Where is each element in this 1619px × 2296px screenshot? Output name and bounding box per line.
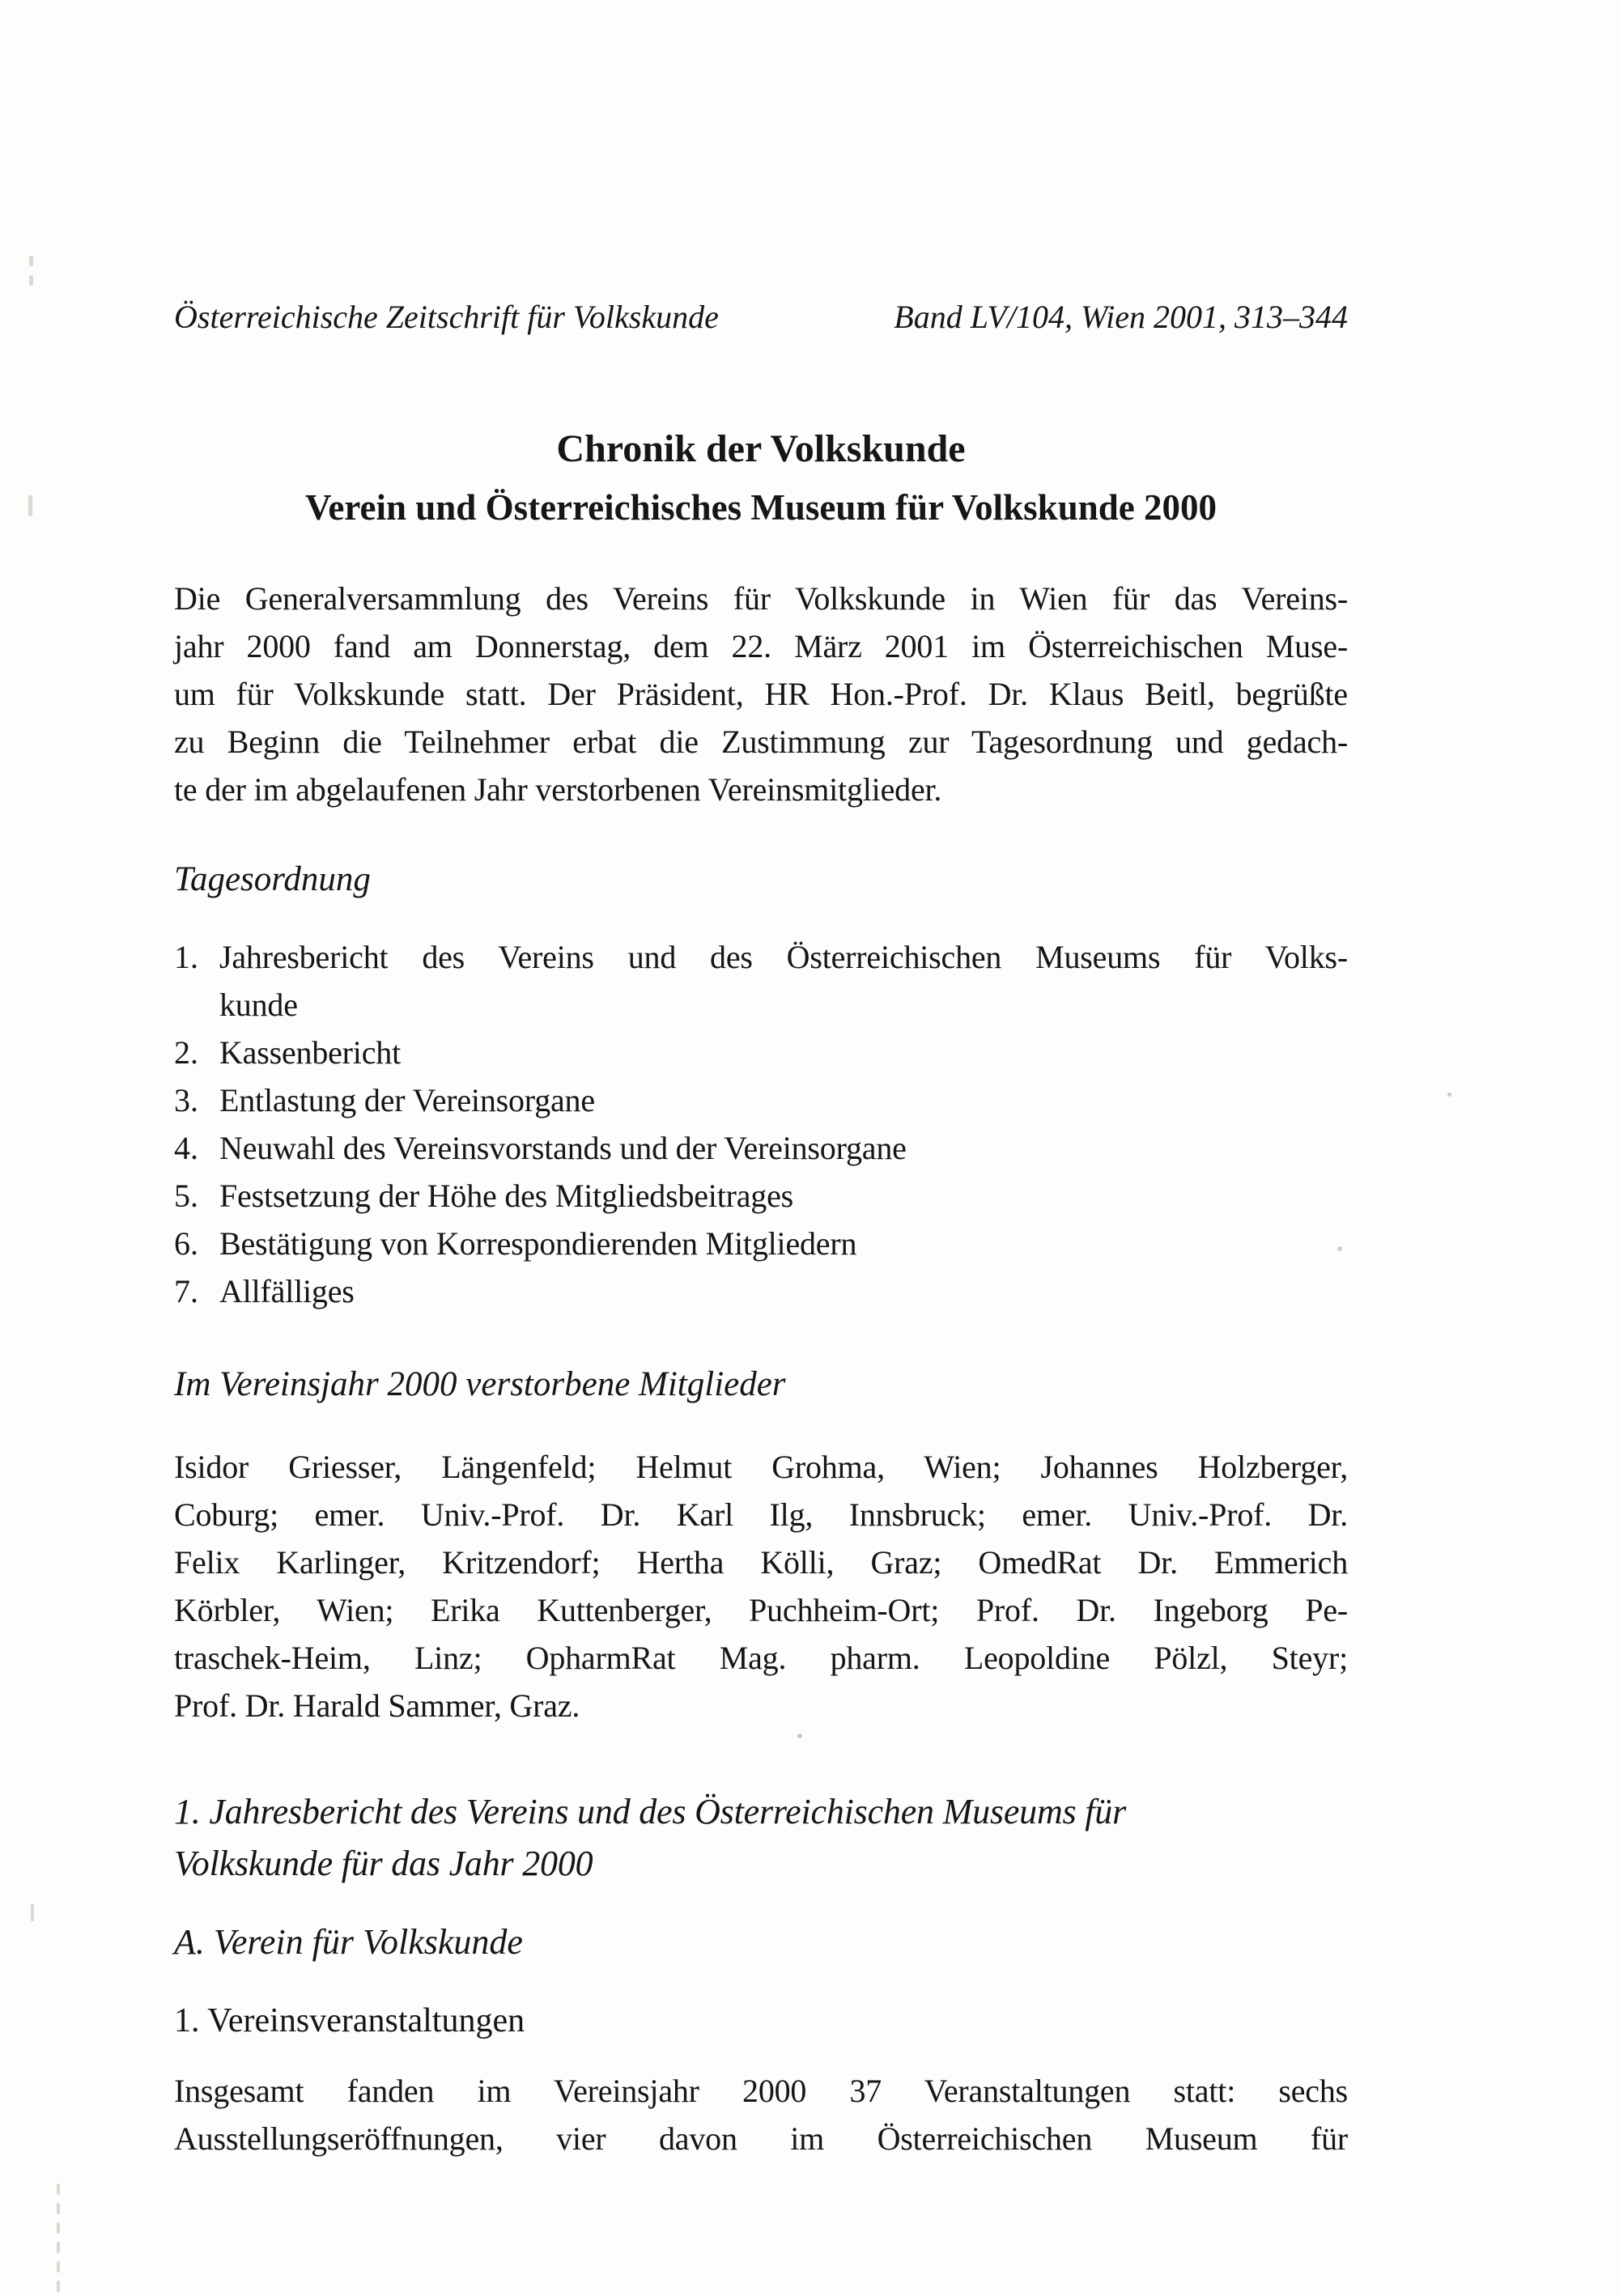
scan-mark	[57, 2281, 60, 2292]
page-content	[174, 0, 1348, 2162]
agenda-item	[174, 1124, 1348, 1172]
running-head	[174, 298, 1348, 337]
text-line: Allfälliges	[219, 1273, 355, 1309]
agenda-item-number: 3.	[174, 1082, 198, 1118]
text-line: 1. Jahresbericht des Vereins und des Österreichischen Museums für	[174, 1792, 1127, 1831]
text-line: traschek-Heim, Linz; OpharmRat Mag. pharm. Leopoldine Pölzl, Steyr;	[174, 1640, 1348, 1676]
text-line: jahr 2000 fand am Donnerstag, dem 22. März 2001 im Österreichischen Muse-	[174, 628, 1348, 664]
agenda-item-text	[219, 1172, 1348, 1220]
text-line: Neuwahl des Vereinsvorstands und der Vereinsorgane	[219, 1130, 907, 1166]
text-line: Festsetzung der Höhe des Mitgliedsbeitrages	[219, 1178, 794, 1214]
text-line: te der im abgelaufenen Jahr verstorbenen Vereinsmitglieder.	[174, 771, 942, 808]
scan-mark	[57, 2242, 60, 2253]
intro-paragraph	[174, 575, 1348, 813]
text-line: zu Beginn die Teilnehmer erbat die Zustimmung zur Tagesordnung und gedach-	[174, 724, 1348, 760]
agenda-item-text	[219, 933, 1348, 1029]
agenda-list	[174, 933, 1348, 1315]
article-subtitle: Verein und Österreichisches Museum für Volkskunde 2000	[304, 487, 1217, 528]
agenda-item-number: 7.	[174, 1273, 198, 1309]
agenda-item-number: 6.	[174, 1225, 198, 1262]
agenda-item	[174, 1029, 1348, 1076]
agenda-item-number: 5.	[174, 1178, 198, 1214]
subsection-heading: 1. Vereinsveranstaltungen	[174, 2002, 525, 2039]
volume-info: Band LV/104, Wien 2001, 313–344	[894, 299, 1348, 335]
text-line: Bestätigung von Korrespondierenden Mitgliedern	[219, 1225, 857, 1262]
article-title: Chronik der Volkskunde	[556, 427, 966, 470]
agenda-item-number: 1.	[174, 939, 198, 975]
closing-paragraph	[174, 2067, 1348, 2162]
agenda-item	[174, 933, 1348, 1029]
agenda-item-number: 2.	[174, 1034, 198, 1071]
journal-name: Österreichische Zeitschrift für Volkskunde	[174, 299, 719, 335]
scan-mark	[31, 1903, 34, 1921]
agenda-item	[174, 1220, 1348, 1267]
agenda-item-text	[219, 1076, 1348, 1124]
agenda-heading: Tagesordnung	[174, 860, 371, 898]
scan-mark	[57, 2203, 60, 2214]
text-line: Insgesamt fanden im Vereinsjahr 2000 37 Veranstaltungen statt: sechs	[174, 2073, 1348, 2109]
text-line: Körbler, Wien; Erika Kuttenberger, Puchheim-Ort; Prof. Dr. Ingeborg Pe-	[174, 1592, 1348, 1628]
scan-mark	[57, 2184, 60, 2195]
agenda-item	[174, 1076, 1348, 1124]
scan-mark	[29, 256, 33, 266]
agenda-item-number: 4.	[174, 1130, 198, 1166]
scan-mark	[28, 495, 32, 516]
text-line: um für Volkskunde statt. Der Präsident, HR Hon.-Prof. Dr. Klaus Beitl, begrüßte	[174, 676, 1348, 712]
agenda-item-text	[219, 1267, 1348, 1315]
agenda-item	[174, 1172, 1348, 1220]
agenda-item-text	[219, 1220, 1348, 1267]
deceased-heading: Im Vereinsjahr 2000 verstorbene Mitglieder	[174, 1365, 786, 1403]
agenda-item-text	[219, 1029, 1348, 1076]
scan-mark	[57, 2222, 60, 2234]
scan-mark	[57, 2261, 60, 2273]
text-line: kunde	[219, 987, 298, 1023]
deceased-paragraph	[174, 1443, 1348, 1729]
scan-mark	[29, 275, 33, 286]
text-line: Ausstellungseröffnungen, vier davon im Österreichischen Museum für	[174, 2120, 1348, 2157]
text-line: Isidor Griesser, Längenfeld; Helmut Grohma, Wien; Johannes Holzberger,	[174, 1449, 1348, 1485]
scan-speck	[1447, 1093, 1451, 1097]
agenda-item-text	[219, 1124, 1348, 1172]
text-line: Kassenbericht	[219, 1034, 401, 1071]
text-line: Prof. Dr. Harald Sammer, Graz.	[174, 1687, 580, 1724]
text-line: Entlastung der Vereinsorgane	[219, 1082, 595, 1118]
section-a-heading: A. Verein für Volkskunde	[174, 1922, 523, 1962]
agenda-item	[174, 1267, 1348, 1315]
text-line: Coburg; emer. Univ.-Prof. Dr. Karl Ilg, Innsbruck; emer. Univ.-Prof. Dr.	[174, 1496, 1348, 1533]
text-line: Jahresbericht des Vereins und des Österreichischen Museums für Volks-	[219, 939, 1348, 975]
report-heading	[174, 1786, 1348, 1890]
text-line: Felix Karlinger, Kritzendorf; Hertha Kölli, Graz; OmedRat Dr. Emmerich	[174, 1544, 1348, 1581]
text-line: Die Generalversammlung des Vereins für Volkskunde in Wien für das Vereins-	[174, 580, 1348, 617]
text-line: Volkskunde für das Jahr 2000	[174, 1844, 593, 1883]
